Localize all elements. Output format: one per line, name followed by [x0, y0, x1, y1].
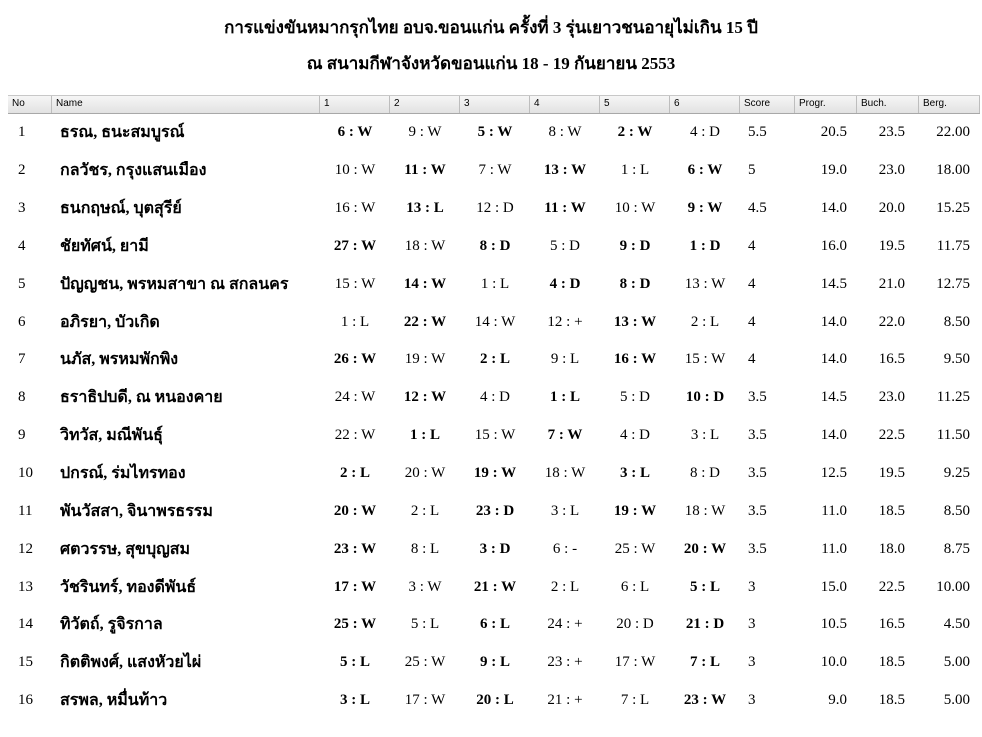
buch-value: 18.0 — [878, 540, 905, 557]
round-5-result: 17 : W — [614, 654, 656, 671]
berg-value: 8.75 — [943, 540, 970, 557]
progr-value: 20.5 — [820, 124, 847, 141]
progr-value: 10.0 — [820, 654, 847, 671]
score-value: 4 — [748, 237, 756, 254]
round-5-result: 20 : D — [616, 616, 654, 633]
table-row — [8, 152, 980, 190]
table-row — [8, 303, 980, 341]
round-4-result: 18 : W — [544, 465, 586, 482]
round-3-result: 12 : D — [476, 200, 514, 217]
round-3-result: 2 : L — [480, 351, 510, 368]
round-4-result: 11 : W — [544, 200, 586, 217]
round-4-result: 4 : D — [549, 275, 581, 292]
berg-value: 5.00 — [943, 692, 970, 709]
round-5-result: 19 : W — [613, 502, 657, 519]
table-row — [8, 568, 980, 606]
round-3-result: 1 : L — [480, 275, 510, 292]
player-no: 7 — [18, 351, 26, 368]
buch-value: 19.5 — [878, 465, 905, 482]
player-name: วิทวัส, มณีพันธุ์ — [60, 427, 163, 445]
buch-value: 22.5 — [878, 427, 905, 444]
progr-value: 16.0 — [820, 237, 847, 254]
round-5-result: 2 : W — [617, 124, 653, 141]
table-row — [8, 492, 980, 530]
score-value: 4 — [748, 313, 756, 330]
header-round-2[interactable]: 2 — [390, 96, 460, 113]
round-5-result: 4 : D — [620, 427, 650, 444]
player-name: ทิวัตถ์, รูจิรกาล — [60, 616, 163, 634]
buch-value: 22.0 — [878, 313, 905, 330]
header-round-3[interactable]: 3 — [460, 96, 530, 113]
round-2-result: 14 : W — [403, 275, 447, 292]
player-name: วัชรินทร์, ทองดีพันธ์ — [60, 578, 197, 596]
player-name: ปกรณ์, ร่มไทรทอง — [60, 465, 186, 483]
round-1-result: 22 : W — [334, 427, 376, 444]
berg-value: 11.25 — [936, 389, 970, 406]
round-2-result: 11 : W — [404, 162, 446, 179]
round-6-result: 3 : L — [690, 427, 720, 444]
round-6-result: 8 : D — [690, 465, 720, 482]
berg-value: 4.50 — [943, 616, 970, 633]
header-berg[interactable]: Berg. — [919, 96, 980, 113]
round-1-result: 16 : W — [334, 200, 376, 217]
round-5-result: 5 : D — [620, 389, 650, 406]
round-5-result: 1 : L — [620, 162, 650, 179]
round-3-result: 6 : L — [480, 616, 510, 633]
page-subtitle: ณ สนามกีฬาจังหวัดขอนแก่น 18 - 19 กันยายน 2553 — [306, 54, 676, 73]
round-1-result: 20 : W — [333, 502, 377, 519]
round-6-result: 13 : W — [684, 275, 726, 292]
table-body — [8, 114, 980, 720]
round-3-result: 7 : W — [478, 162, 512, 179]
round-3-result: 4 : D — [480, 389, 510, 406]
round-2-result: 1 : L — [410, 427, 440, 444]
round-1-result: 15 : W — [334, 275, 376, 292]
header-round-4[interactable]: 4 — [530, 96, 600, 113]
round-1-result: 25 : W — [333, 616, 377, 633]
round-5-result: 3 : L — [620, 465, 650, 482]
round-5-result: 8 : D — [619, 275, 651, 292]
round-6-result: 15 : W — [684, 351, 726, 368]
berg-value: 9.50 — [943, 351, 970, 368]
round-2-result: 25 : W — [404, 654, 446, 671]
round-4-result: 24 : + — [547, 616, 583, 633]
buch-value: 18.5 — [878, 692, 905, 709]
score-value: 3.5 — [748, 465, 767, 482]
round-6-result: 18 : W — [684, 502, 726, 519]
round-3-result: 9 : L — [480, 654, 510, 671]
round-6-result: 2 : L — [690, 313, 720, 330]
player-no: 8 — [18, 389, 26, 406]
round-4-result: 3 : L — [550, 502, 580, 519]
berg-value: 22.00 — [936, 124, 970, 141]
player-name: พันวัสสา, จินาพรธรรม — [60, 502, 213, 520]
table-header — [8, 95, 980, 114]
round-5-result: 13 : W — [613, 313, 657, 330]
round-4-result: 7 : W — [547, 427, 583, 444]
round-2-result: 12 : W — [403, 389, 447, 406]
score-value: 4 — [748, 351, 756, 368]
round-4-result: 13 : W — [543, 162, 587, 179]
round-4-result: 8 : W — [548, 124, 582, 141]
round-3-result: 3 : D — [479, 540, 511, 557]
player-name: กิตติพงศ์, แสงหัวยไผ่ — [60, 654, 202, 672]
player-name: ศตวรรษ, สุขบุญสม — [60, 540, 191, 558]
berg-value: 8.50 — [943, 313, 970, 330]
round-1-result: 23 : W — [333, 540, 377, 557]
round-2-result: 17 : W — [404, 692, 446, 709]
round-1-result: 5 : L — [340, 654, 370, 671]
progr-value: 15.0 — [820, 578, 847, 595]
round-5-result: 6 : L — [620, 578, 650, 595]
round-2-result: 18 : W — [404, 237, 446, 254]
header-score[interactable]: Score — [740, 96, 795, 113]
round-4-result: 1 : L — [550, 389, 580, 406]
player-no: 3 — [18, 200, 26, 217]
round-2-result: 22 : W — [403, 313, 447, 330]
round-1-result: 27 : W — [333, 237, 377, 254]
progr-value: 9.0 — [828, 692, 847, 709]
progr-value: 14.0 — [820, 313, 847, 330]
score-value: 5 — [748, 162, 756, 179]
score-value: 3 — [748, 616, 756, 633]
standings-table — [8, 95, 980, 720]
score-value: 3 — [748, 578, 756, 595]
score-value: 3.5 — [748, 427, 767, 444]
player-no: 2 — [18, 162, 26, 179]
player-no: 16 — [18, 692, 33, 709]
round-5-result: 16 : W — [613, 351, 657, 368]
round-6-result: 4 : D — [690, 124, 720, 141]
table-row — [8, 455, 980, 493]
round-3-result: 5 : W — [477, 124, 513, 141]
progr-value: 12.5 — [820, 465, 847, 482]
progr-value: 14.0 — [820, 351, 847, 368]
round-1-result: 26 : W — [333, 351, 377, 368]
progr-value: 14.5 — [820, 275, 847, 292]
score-value: 5.5 — [748, 124, 767, 141]
round-5-result: 10 : W — [614, 200, 656, 217]
page-title: การแข่งขันหมากรุกไทย อบจ.ขอนแก่น ครั้งที่ 3 รุ่นเยาวชนอายุไม่เกิน 15 ปี — [224, 18, 758, 37]
berg-value: 8.50 — [943, 502, 970, 519]
round-2-result: 20 : W — [404, 465, 446, 482]
player-name: ธรณ, ธนะสมบูรณ์ — [60, 124, 185, 142]
buch-value: 23.0 — [878, 162, 905, 179]
round-6-result: 21 : D — [685, 616, 725, 633]
round-2-result: 3 : W — [408, 578, 442, 595]
round-1-result: 6 : W — [337, 124, 373, 141]
round-4-result: 9 : L — [550, 351, 580, 368]
header-no[interactable]: No — [8, 96, 52, 113]
round-3-result: 15 : W — [474, 427, 516, 444]
round-1-result: 2 : L — [340, 465, 370, 482]
player-name: กลวัชร, กรุงแสนเมือง — [60, 162, 207, 180]
round-3-result: 19 : W — [473, 465, 517, 482]
round-3-result: 21 : W — [473, 578, 517, 595]
round-5-result: 7 : L — [620, 692, 650, 709]
berg-value: 9.25 — [943, 465, 970, 482]
score-value: 3 — [748, 654, 756, 671]
round-4-result: 12 : + — [547, 313, 583, 330]
round-4-result: 6 : - — [552, 540, 578, 557]
round-3-result: 20 : L — [476, 692, 514, 709]
player-no: 13 — [18, 578, 33, 595]
table-row — [8, 341, 980, 379]
round-2-result: 8 : L — [410, 540, 440, 557]
progr-value: 14.0 — [820, 427, 847, 444]
player-no: 4 — [18, 237, 26, 254]
buch-value: 23.5 — [878, 124, 905, 141]
round-1-result: 10 : W — [334, 162, 376, 179]
berg-value: 5.00 — [943, 654, 970, 671]
player-name: ปัญญชน, พรหมสาขา ณ สกลนคร — [60, 275, 289, 293]
player-no: 11 — [18, 502, 33, 519]
player-no: 15 — [18, 654, 33, 671]
table-row — [8, 606, 980, 644]
buch-value: 19.5 — [878, 237, 905, 254]
round-6-result: 23 : W — [683, 692, 727, 709]
header-name[interactable]: Name — [52, 96, 320, 113]
header-progr[interactable]: Progr. — [795, 96, 857, 113]
player-name: นภัส, พรหมพักพิง — [60, 351, 179, 369]
table-row — [8, 190, 980, 228]
progr-value: 11.0 — [821, 502, 847, 519]
round-5-result: 9 : D — [619, 237, 651, 254]
round-2-result: 19 : W — [404, 351, 446, 368]
score-value: 3.5 — [748, 540, 767, 557]
berg-value: 11.75 — [936, 237, 970, 254]
score-value: 4 — [748, 275, 756, 292]
player-no: 14 — [18, 616, 33, 633]
buch-value: 20.0 — [878, 200, 905, 217]
player-name: อภิรยา, บัวเกิด — [60, 313, 160, 331]
buch-value: 18.5 — [878, 654, 905, 671]
score-value: 3.5 — [748, 502, 767, 519]
round-1-result: 24 : W — [334, 389, 376, 406]
progr-value: 11.0 — [821, 540, 847, 557]
header-round-5[interactable]: 5 — [600, 96, 670, 113]
berg-value: 12.75 — [936, 275, 970, 292]
round-5-result: 25 : W — [614, 540, 656, 557]
score-value: 3 — [748, 692, 756, 709]
round-6-result: 10 : D — [685, 389, 725, 406]
buch-value: 22.5 — [878, 578, 905, 595]
progr-value: 19.0 — [820, 162, 847, 179]
round-6-result: 20 : W — [683, 540, 727, 557]
round-3-result: 23 : D — [475, 502, 515, 519]
berg-value: 11.50 — [936, 427, 970, 444]
player-name: สรพล, หมื่นท้าว — [60, 692, 168, 710]
buch-value: 16.5 — [878, 616, 905, 633]
header-round-6[interactable]: 6 — [670, 96, 740, 113]
table-row — [8, 682, 980, 720]
round-6-result: 5 : L — [690, 578, 720, 595]
buch-value: 23.0 — [878, 389, 905, 406]
table-row — [8, 379, 980, 417]
round-2-result: 9 : W — [408, 124, 442, 141]
round-1-result: 17 : W — [333, 578, 377, 595]
round-2-result: 13 : L — [406, 200, 444, 217]
round-6-result: 9 : W — [687, 200, 723, 217]
header-round-1[interactable]: 1 — [320, 96, 390, 113]
round-6-result: 1 : D — [689, 237, 721, 254]
berg-value: 10.00 — [936, 578, 970, 595]
round-2-result: 5 : L — [410, 616, 440, 633]
header-buch[interactable]: Buch. — [857, 96, 919, 113]
table-row — [8, 644, 980, 682]
round-4-result: 21 : + — [547, 692, 583, 709]
table-row — [8, 530, 980, 568]
player-name: ธนกฤษณ์, บุตสุรีย์ — [60, 200, 182, 218]
round-2-result: 2 : L — [410, 502, 440, 519]
round-3-result: 8 : D — [479, 237, 511, 254]
table-row — [8, 265, 980, 303]
round-4-result: 5 : D — [550, 237, 580, 254]
table-row — [8, 417, 980, 455]
player-no: 9 — [18, 427, 26, 444]
player-name: ธราธิปบดี, ณ หนองคาย — [60, 389, 223, 407]
progr-value: 10.5 — [820, 616, 847, 633]
round-4-result: 2 : L — [550, 578, 580, 595]
round-6-result: 6 : W — [687, 162, 723, 179]
player-no: 6 — [18, 313, 26, 330]
round-6-result: 7 : L — [690, 654, 720, 671]
buch-value: 18.5 — [878, 502, 905, 519]
round-4-result: 23 : + — [547, 654, 583, 671]
berg-value: 18.00 — [936, 162, 970, 179]
buch-value: 16.5 — [878, 351, 905, 368]
table-row — [8, 228, 980, 266]
progr-value: 14.0 — [820, 200, 847, 217]
round-1-result: 1 : L — [340, 313, 370, 330]
player-name: ชัยทัศน์, ยามี — [60, 237, 149, 255]
player-no: 1 — [18, 124, 26, 141]
table-row — [8, 114, 980, 152]
round-1-result: 3 : L — [340, 692, 370, 709]
player-no: 12 — [18, 540, 33, 557]
round-3-result: 14 : W — [474, 313, 516, 330]
buch-value: 21.0 — [878, 275, 905, 292]
berg-value: 15.25 — [936, 200, 970, 217]
player-no: 10 — [18, 465, 33, 482]
score-value: 3.5 — [748, 389, 767, 406]
progr-value: 14.5 — [820, 389, 847, 406]
player-no: 5 — [18, 275, 26, 292]
score-value: 4.5 — [748, 200, 767, 217]
